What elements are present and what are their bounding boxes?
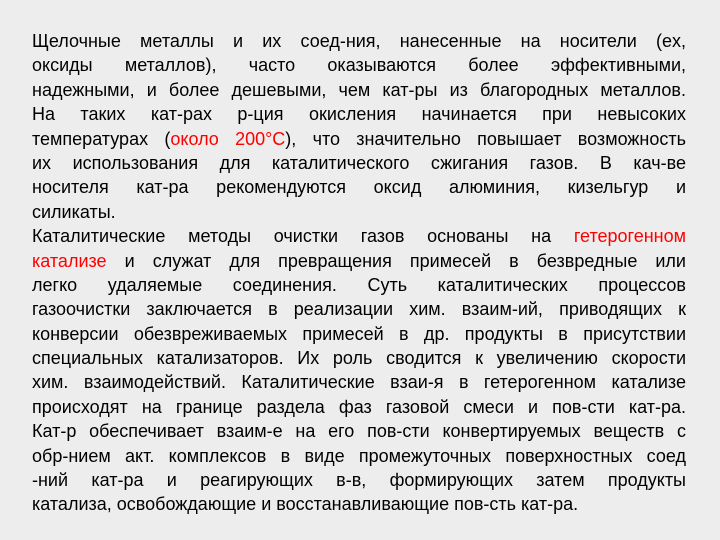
document-text xyxy=(32,29,686,517)
text-line-14 xyxy=(32,346,686,370)
text-line-12 xyxy=(32,297,686,321)
text-segment: -ний кат-ра и реагирующих в-в, формирующих затем продукты xyxy=(32,470,686,491)
text-segment: Кат-р обеспечивает взаим-е на его пов-сти конвертируемых веществ с xyxy=(32,421,686,442)
text-segment: температурах ( xyxy=(32,128,171,149)
text-line-7 xyxy=(32,175,686,199)
text-segment: оксиды металлов), часто оказываются более эффективными, xyxy=(32,55,686,76)
text-line-6 xyxy=(32,151,686,175)
text-segment: силикаты. xyxy=(32,201,116,222)
text-line-13 xyxy=(32,322,686,346)
text-line-8 xyxy=(32,200,686,224)
text-segment: обр-нием акт. комплексов в виде промежуточных поверхностных соед xyxy=(32,445,686,466)
text-line-4 xyxy=(32,102,686,126)
text-line-3 xyxy=(32,78,686,102)
text-line-1 xyxy=(32,29,686,53)
text-segment: ), что значительно повышает возможность xyxy=(285,128,686,149)
text-line-20 xyxy=(32,492,686,516)
text-line-9 xyxy=(32,224,686,248)
text-segment: На таких кат-рах р-ция окисления начинается при невысоких xyxy=(32,104,686,125)
text-line-18 xyxy=(32,444,686,468)
text-line-2 xyxy=(32,53,686,77)
text-line-15 xyxy=(32,370,686,394)
text-segment: надежными, и более дешевыми, чем кат-ры из благородных металлов. xyxy=(32,79,686,100)
text-segment: Щелочные металлы и их соед-ния, нанесенные на носители (ex, xyxy=(32,31,686,51)
text-line-19 xyxy=(32,468,686,492)
highlighted-term-catalysis: катализе xyxy=(32,250,107,271)
text-line-17 xyxy=(32,419,686,443)
text-segment: Каталитические методы очистки газов основаны на xyxy=(32,226,574,247)
text-line-16 xyxy=(32,395,686,419)
text-segment: носителя кат-ра рекомендуются оксид алюминия, кизельгур и xyxy=(32,177,686,198)
text-line-5 xyxy=(32,127,686,151)
text-line-10 xyxy=(32,249,686,273)
text-segment: специальных катализаторов. Их роль сводится к увеличению скорости xyxy=(32,348,686,369)
text-line-11 xyxy=(32,273,686,297)
text-segment: конверсии обезвреживаемых примесей в др. продукты в присутствии xyxy=(32,323,686,344)
highlighted-temperature: около 200°С xyxy=(170,128,286,149)
text-segment: легко удаляемые соединения. Суть каталитических процессов xyxy=(32,274,686,295)
text-segment: катализа, освобождающие и восстанавливающие пов-сть кат-ра. xyxy=(32,494,579,515)
text-segment: и служат для превращения примесей в безвредные или xyxy=(106,250,686,271)
text-segment: газоочистки заключается в реализации хим. взаим-ий, приводящих к xyxy=(32,299,686,320)
text-segment: хим. взаимодействий. Каталитические взаи-я в гетерогенном катализе xyxy=(32,372,686,393)
text-segment: их использования для каталитического сжигания газов. В кач-ве xyxy=(32,152,686,173)
text-segment: происходят на границе раздела фаз газовой смеси и пов-сти кат-ра. xyxy=(32,396,686,417)
highlighted-term-heterogeneous: гетерогенном xyxy=(573,226,686,247)
